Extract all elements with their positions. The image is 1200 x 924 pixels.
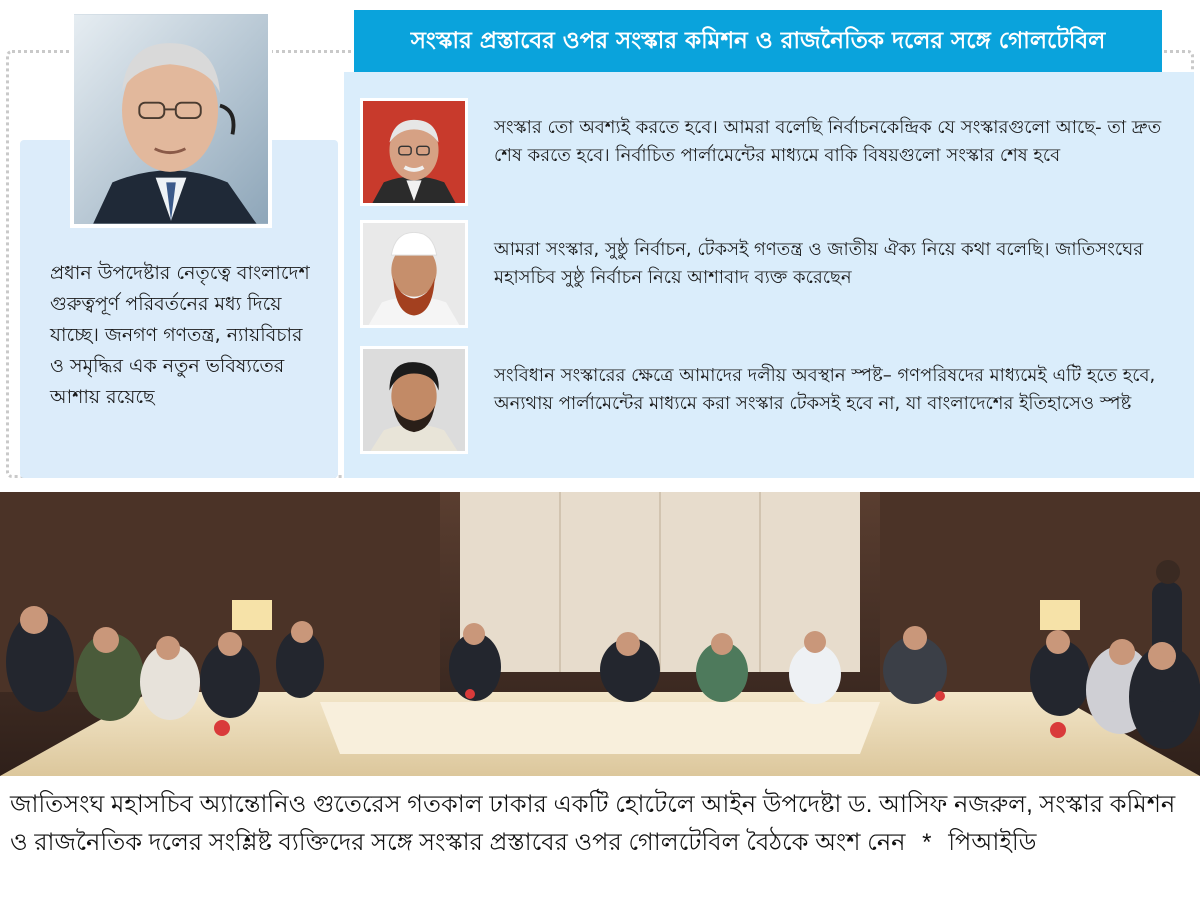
speaker-1-quote: সংস্কার তো অবশ্যই করতে হবে। আমরা বলেছি নির্বাচনকেন্দ্রিক যে সংস্কারগুলো আছে- তা দ্রুত শেষ করতে হবে। নির্বাচিত পার্লামেন্টের মাধ্যমে বাকি বিষয়গুলো সংস্কার শেষ হবে bbox=[494, 117, 1162, 166]
speaker-3-quote: সংবিধান সংস্কারের ক্ষেত্রে আমাদের দলীয় অবস্থান স্পষ্ট– গণপরিষদের মাধ্যমেই এটি হতে হবে, অন্যথায় পার্লামেন্টের মাধ্যমে করা সংস্কার টেকসই হবে না, যা বাংলাদেশের ইতিহাসেও স্পষ্ট bbox=[494, 365, 1156, 414]
main-quote-text: প্রধান উপদেষ্টার নেতৃত্বে বাংলাদেশ গুরুত্বপূর্ণ পরিবর্তনের মধ্য দিয়ে যাচ্ছে। জনগণ গণতন্ত্র, ন্যায়বিচার ও সমৃদ্ধির এক নতুন ভবিষ্যতের আশায় রয়েছে bbox=[50, 262, 310, 408]
speaker-2-photo bbox=[360, 220, 468, 328]
quote-row-3 bbox=[360, 346, 1180, 458]
quote-row-2 bbox=[360, 220, 1180, 332]
photo-credit: পিআইডি bbox=[948, 829, 1037, 856]
quote-row-1 bbox=[360, 98, 1180, 210]
headline-text: সংস্কার প্রস্তাবের ওপর সংস্কার কমিশন ও রাজনৈতিক দলের সঙ্গে গোলটেবিল bbox=[410, 27, 1106, 54]
portrait-photo-icon bbox=[74, 14, 268, 224]
main-portrait-photo bbox=[70, 10, 272, 228]
speaker-1-photo bbox=[360, 98, 468, 206]
caption-text: জাতিসংঘ মহাসচিব অ্যান্তোনিও গুতেরেস গতকাল ঢাকার একটি হোটেলে আইন উপদেষ্টা ড. আসিফ নজরুল, সংস্কার কমিশন ও রাজনৈতিক দলের সংশ্লিষ্ট ব্যক্তিদের সঙ্গে সংস্কার প্রস্তাবের ওপর গোলটেবিল বৈঠকে অংশ নেন bbox=[10, 791, 1176, 856]
portrait-photo-icon bbox=[363, 101, 465, 203]
speaker-3-photo bbox=[360, 346, 468, 454]
photo-caption bbox=[10, 786, 1194, 862]
headline-banner bbox=[354, 10, 1162, 72]
meeting-photo bbox=[0, 492, 1200, 776]
caption-separator: * bbox=[922, 829, 932, 856]
portrait-photo-icon bbox=[363, 349, 465, 451]
speaker-2-quote: আমরা সংস্কার, সুষ্ঠু নির্বাচন, টেকসই গণতন্ত্র ও জাতীয় ঐক্য নিয়ে কথা বলেছি। জাতিসংঘের মহাসচিব সুষ্ঠু নির্বাচন নিয়ে আশাবাদ ব্যক্ত করেছেন bbox=[494, 239, 1144, 288]
portrait-photo-icon bbox=[363, 223, 465, 325]
meeting-photo-icon bbox=[0, 492, 1200, 776]
